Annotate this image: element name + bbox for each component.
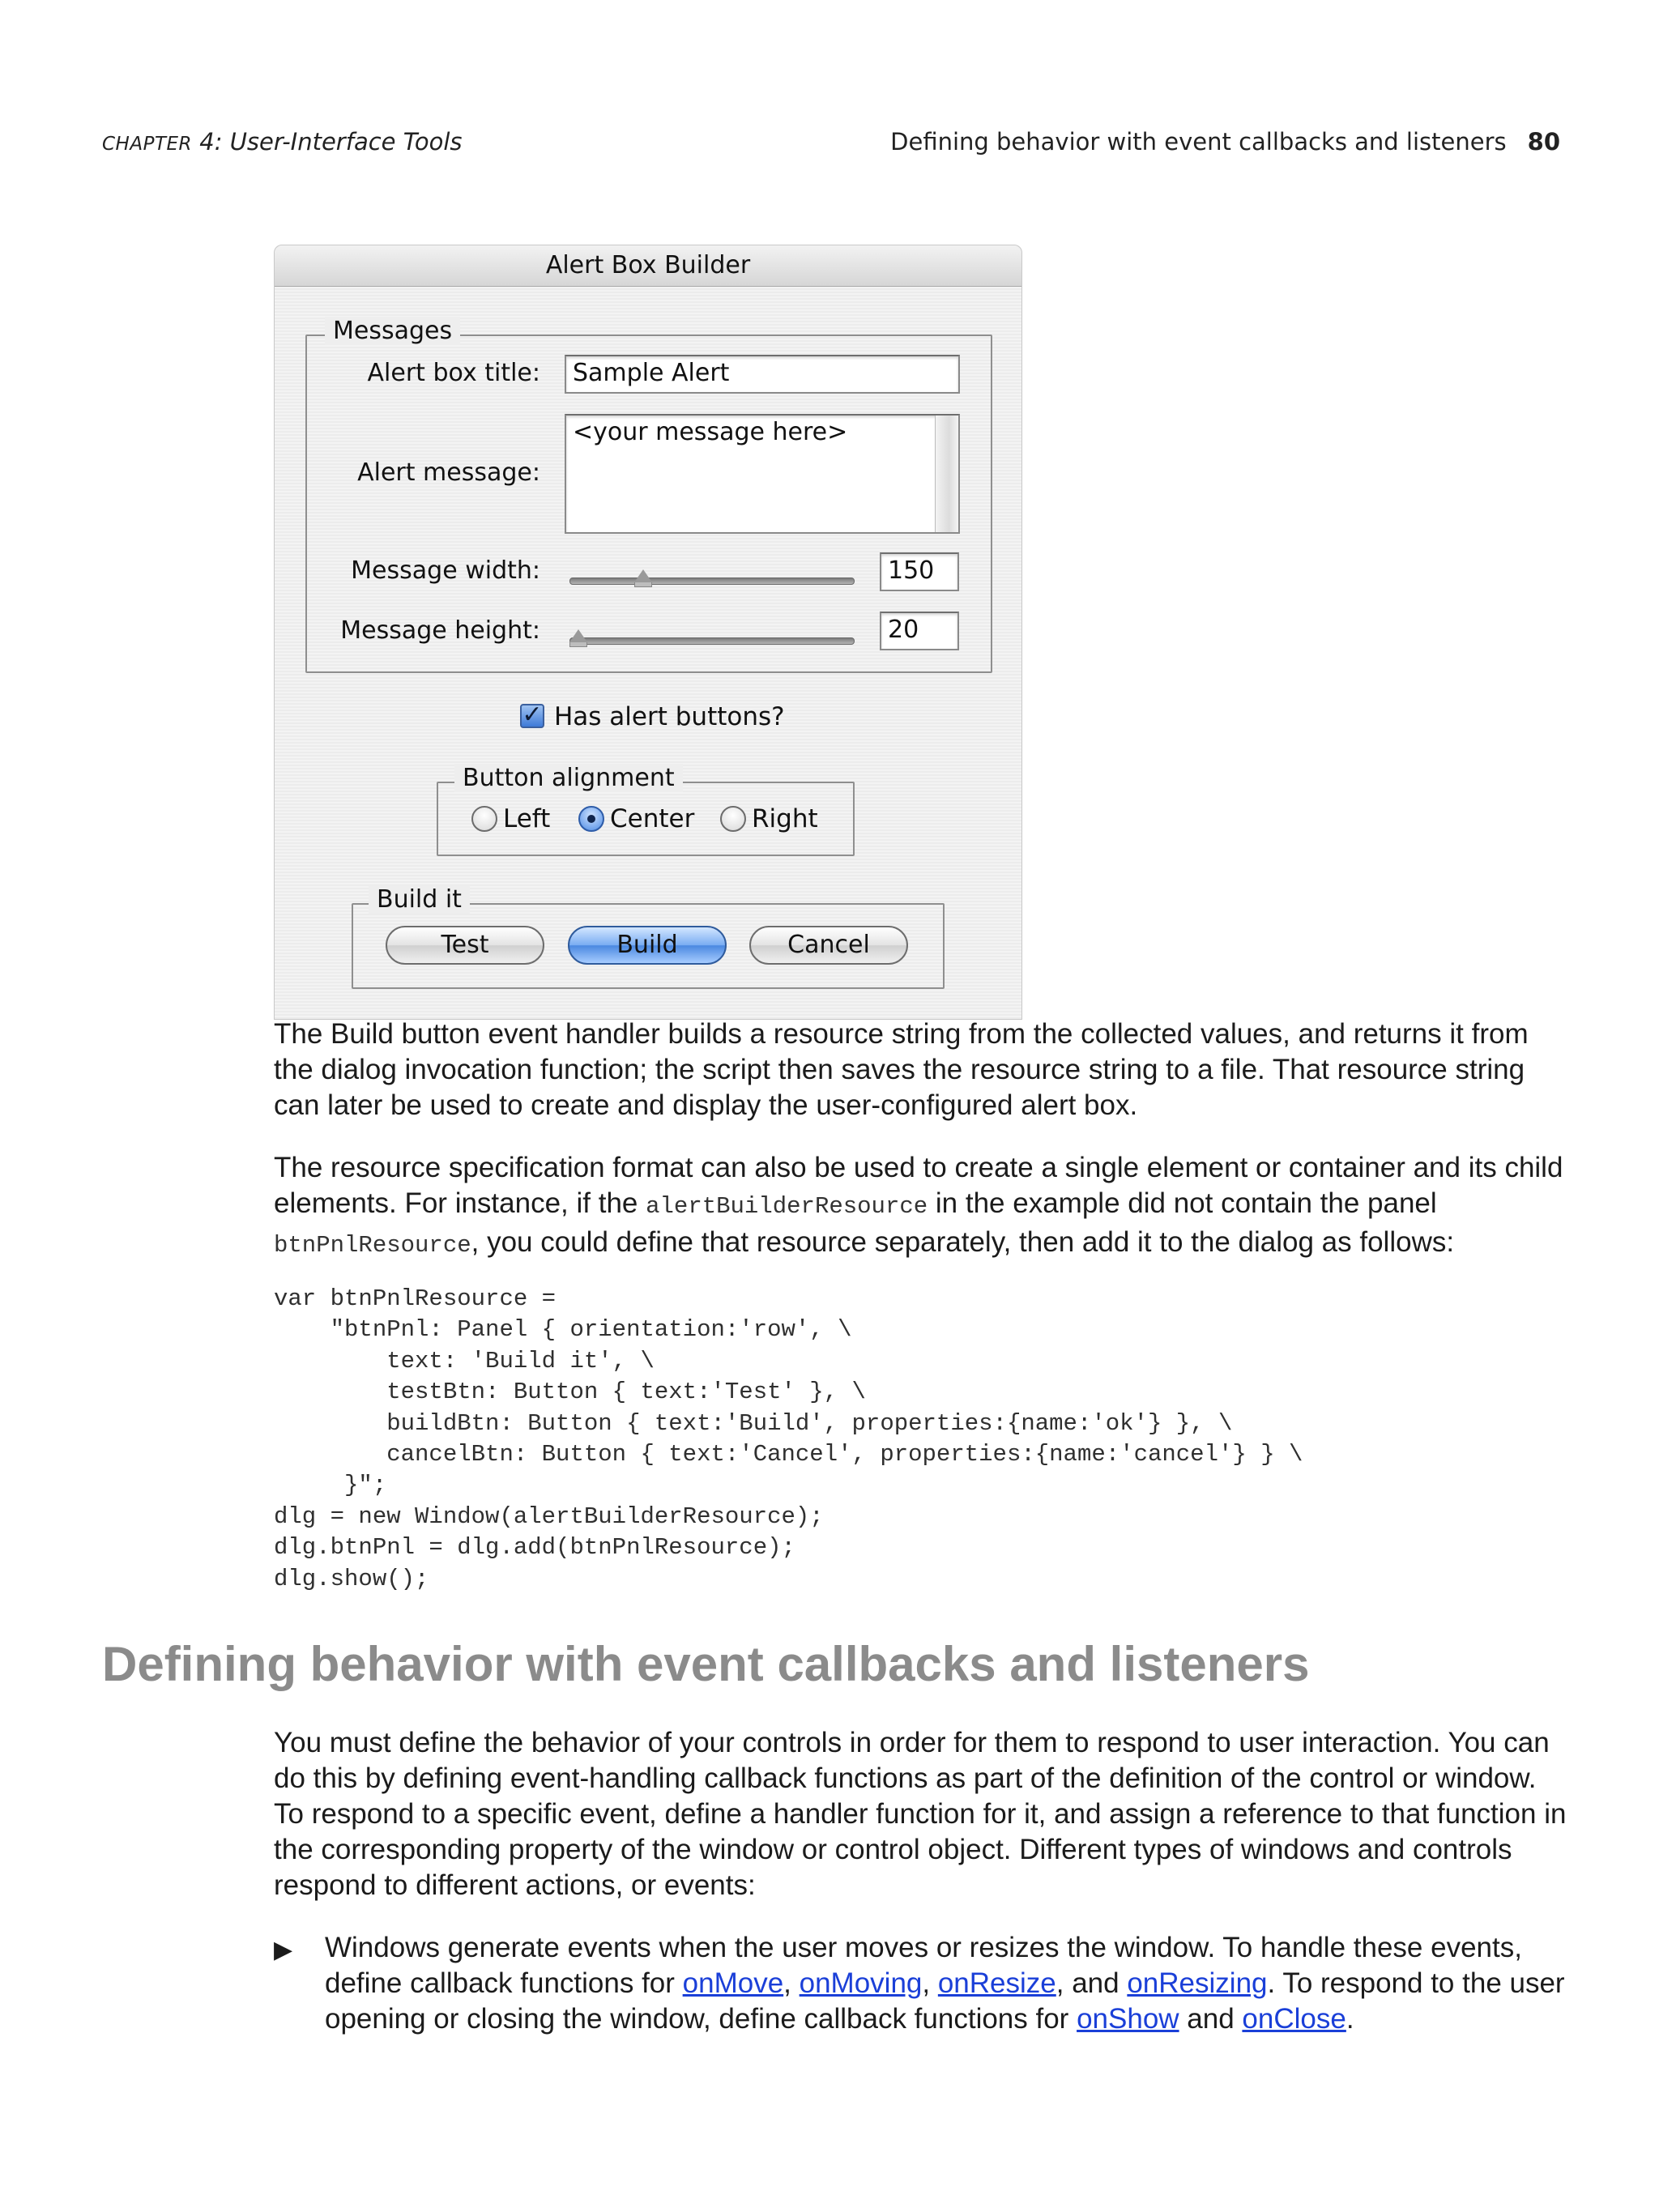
- running-header-section: [890, 128, 1560, 156]
- bullet-sep-2: ,: [922, 1967, 938, 1999]
- p2-text-b: in the example did not contain the panel: [928, 1187, 1437, 1219]
- code-line: dlg.show();: [274, 1565, 429, 1592]
- alert-title-input[interactable]: Sample Alert: [565, 355, 960, 394]
- radio-center[interactable]: [578, 806, 604, 832]
- bullet-sep-5: and: [1179, 2003, 1243, 2035]
- chapter-prefix: CHAPTER: [102, 134, 193, 155]
- textarea-scrollbar[interactable]: [935, 416, 958, 532]
- bullet-text-2: . To respond to the user opening or closing the window, define callback functions for: [325, 1967, 1565, 2035]
- radio-right-label: Right: [752, 804, 818, 833]
- alert-message-label: Alert message:: [357, 458, 540, 487]
- bullet-text-3: .: [1346, 2003, 1354, 2035]
- bullet-sep-3: , and: [1056, 1967, 1128, 1999]
- paragraph-build-handler: The Build button event handler builds a resource string from the collected values, and returns it from the dialog invocation function; the script then saves the resource string to a file. That resource string can later be used to create and display the user-configured alert box.: [274, 1018, 1529, 1121]
- page-number: 80: [1527, 128, 1560, 156]
- p2-text-a: The resource specification format can also be used to create a single element or container and its child elements. For instance, if the: [274, 1152, 1563, 1219]
- message-width-label: Message width:: [351, 556, 540, 585]
- alert-title-label: Alert box title:: [367, 359, 540, 387]
- message-height-input[interactable]: 20: [880, 612, 959, 650]
- link-onClose[interactable]: onClose: [1242, 2003, 1346, 2035]
- radio-left[interactable]: [471, 806, 497, 832]
- link-onResizing[interactable]: onResizing: [1127, 1967, 1268, 1999]
- radio-center-label: Center: [610, 804, 695, 833]
- paragraph-resource-spec: [274, 1150, 1570, 1264]
- message-width-slider-track[interactable]: [569, 578, 855, 585]
- has-alert-buttons-label: Has alert buttons?: [554, 702, 785, 731]
- p2-text-c: , you could define that resource separately, then add it to the dialog as follows:: [471, 1226, 1455, 1258]
- running-section-title: Defining behavior with event callbacks and listeners: [890, 128, 1507, 156]
- bullet-sep-1: ,: [783, 1967, 800, 1999]
- code-line: dlg.btnPnl = dlg.add(btnPnlResource);: [274, 1534, 795, 1562]
- message-width-slider-thumb[interactable]: [634, 569, 652, 582]
- build-button[interactable]: Build: [568, 926, 727, 965]
- message-height-slider-track[interactable]: [569, 637, 855, 645]
- has-alert-buttons-checkbox[interactable]: ✓: [520, 704, 544, 728]
- message-width-input[interactable]: 150: [880, 552, 959, 591]
- cancel-button[interactable]: Cancel: [749, 926, 908, 965]
- code-line: testBtn: Button { text:'Test' }, \: [274, 1379, 866, 1406]
- link-onShow[interactable]: onShow: [1077, 2003, 1179, 2035]
- button-alignment-label: Button alignment: [454, 764, 683, 792]
- build-it-label: Build it: [369, 885, 470, 914]
- dialog-title: Alert Box Builder: [275, 245, 1021, 287]
- test-button[interactable]: Test: [386, 926, 544, 965]
- code-line: var btnPnlResource =: [274, 1285, 557, 1312]
- code-block: [274, 1284, 1303, 1595]
- radio-right[interactable]: [720, 806, 746, 832]
- p2-code-alertBuilderResource: alertBuilderResource: [646, 1193, 928, 1220]
- code-line: }";: [274, 1472, 387, 1499]
- link-onResize[interactable]: onResize: [937, 1967, 1056, 1999]
- message-height-slider-thumb[interactable]: [569, 629, 587, 642]
- bullet-arrow-icon: ▶: [274, 1936, 293, 1964]
- alert-message-textarea[interactable]: [565, 414, 960, 534]
- code-line: "btnPnl: Panel { orientation:'row', \: [274, 1316, 852, 1344]
- p2-code-btnPnlResource: btnPnlResource: [274, 1232, 471, 1259]
- alert-message-text: <your message here>: [573, 418, 848, 446]
- chapter-title: 4: User-Interface Tools: [192, 128, 463, 156]
- code-line: text: 'Build it', \: [274, 1347, 655, 1375]
- bullet-windows-events: [325, 1930, 1570, 2037]
- bullet-text-1: Windows generate events when the user moves or resizes the window. To handle these events, define callback functions for: [325, 1932, 1522, 1999]
- alert-box-builder-dialog: [274, 245, 1022, 1020]
- messages-group-label: Messages: [325, 317, 460, 345]
- running-header-chapter: [102, 128, 463, 156]
- code-line: dlg = new Window(alertBuilderResource);: [274, 1502, 824, 1530]
- section-paragraph: You must define the behavior of your controls in order for them to respond to user interaction. You can do this by defining event-handling callback functions as part of the definition of the control or window. To respond to a specific event, define a handler function for it, and assign a reference to that function in the corresponding property of the window or control object. Different types of windows and controls respond to different actions, or events:: [274, 1727, 1567, 1901]
- radio-left-label: Left: [503, 804, 551, 833]
- link-onMove[interactable]: onMove: [682, 1967, 784, 1999]
- link-onMoving[interactable]: onMoving: [799, 1967, 923, 1999]
- message-height-label: Message height:: [340, 616, 540, 645]
- code-line: cancelBtn: Button { text:'Cancel', properties:{name:'cancel'} } \: [274, 1441, 1303, 1468]
- code-line: buildBtn: Button { text:'Build', properties:{name:'ok'} }, \: [274, 1409, 1233, 1437]
- section-heading: Defining behavior with event callbacks and listeners: [102, 1637, 1310, 1691]
